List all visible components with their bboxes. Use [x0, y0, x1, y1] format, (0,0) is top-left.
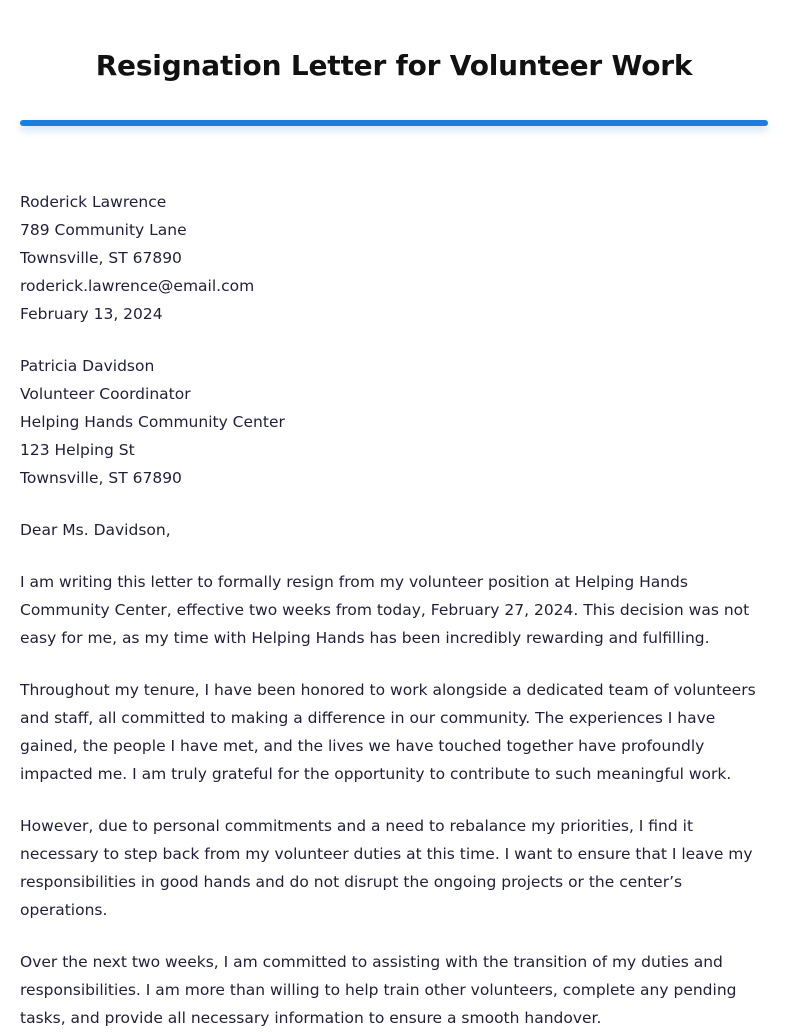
paragraph-text: Throughout my tenure, I have been honored to work alongside a dedicated team of volunteers and staff, all committed to making a difference in our community. The experiences I have gained, the people I have met, and the lives we have touched together have profoundly impacted me. I am truly grateful for the opportunity to contribute to such meaningful work.: [20, 681, 756, 783]
recipient-name: Patricia Davidson: [20, 357, 155, 375]
sender-email: roderick.lawrence@email.com: [20, 277, 255, 295]
salutation: [20, 516, 768, 544]
recipient-block: [20, 352, 768, 492]
body-paragraph-2: [20, 676, 768, 788]
sender-block: [20, 188, 768, 328]
paragraph-text: However, due to personal commitments and a need to rebalance my priorities, I find it necessary to step back from my volunteer duties at this time. I want to ensure that I leave my responsibilities in good hands and do not disrupt the ongoing projects or the center’s operations.: [20, 817, 753, 919]
recipient-title: Volunteer Coordinator: [20, 385, 191, 403]
recipient-organization: Helping Hands Community Center: [20, 413, 285, 431]
paragraph-text: I am writing this letter to formally resign from my volunteer position at Helping Hands Community Center, effective two weeks from today, February 27, 2024. This decision was not easy for me, as my time with Helping Hands has been incredibly rewarding and fulfilling.: [20, 573, 750, 647]
title-divider: [20, 120, 768, 126]
body-paragraph-3: [20, 812, 768, 924]
paragraph-text: Over the next two weeks, I am committed to assisting with the transition of my duties and responsibilities. I am more than willing to help train other volunteers, complete any pending tasks, and provide all necessary information to ensure a smooth handover.: [20, 953, 737, 1027]
recipient-city: Townsville, ST 67890: [20, 469, 182, 487]
sender-city: Townsville, ST 67890: [20, 249, 182, 267]
letter-date: February 13, 2024: [20, 305, 163, 323]
body-paragraph-4: [20, 948, 768, 1032]
sender-name: Roderick Lawrence: [20, 193, 167, 211]
recipient-address: 123 Helping St: [20, 441, 135, 459]
salutation-text: Dear Ms. Davidson,: [20, 521, 171, 539]
body-paragraph-1: [20, 568, 768, 652]
sender-address: 789 Community Lane: [20, 221, 187, 239]
page-title: Resignation Letter for Volunteer Work: [95, 49, 693, 82]
